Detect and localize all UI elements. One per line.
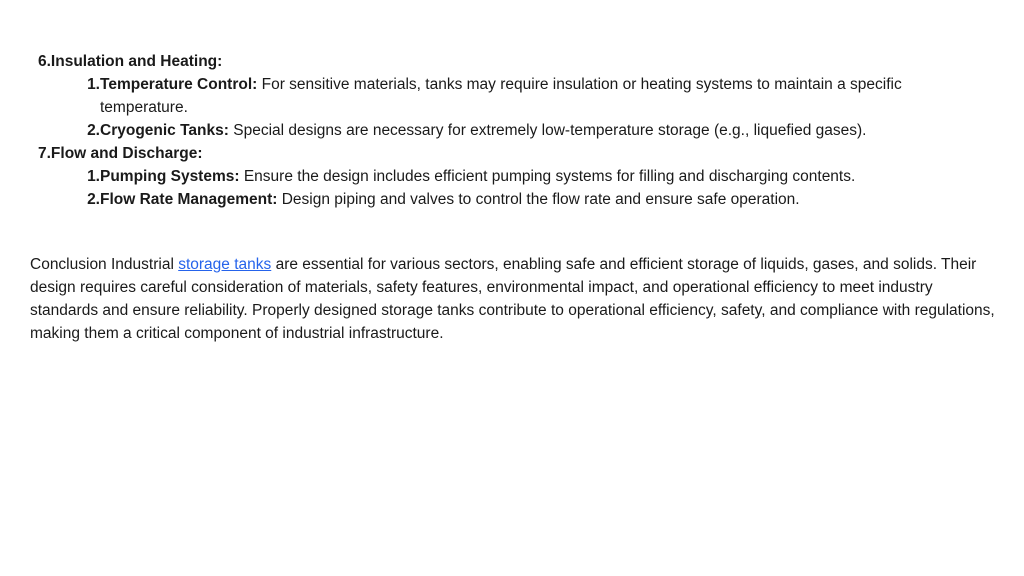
conclusion-text: are essential for various sectors, enabling safe and efficient storage of liquids, gases, and solids. Their design requires careful consideration of materials, safety features, environmental impact, and operational efficiency to meet industry standards and ensure reliability. Properly designed storage tanks contribute to operational efficiency, safety, and compliance with regulations, making them a critical component of industrial infrastructure. bbox=[30, 256, 995, 342]
list-item-body bbox=[100, 165, 980, 188]
conclusion-prefix: Conclusion Industrial bbox=[30, 256, 174, 273]
item-term: Temperature Control: bbox=[100, 76, 258, 93]
conclusion-paragraph bbox=[30, 253, 995, 345]
storage-tanks-link[interactable]: storage tanks bbox=[178, 256, 272, 273]
section-heading: 6.Insulation and Heating: bbox=[38, 53, 223, 70]
item-text: Design piping and valves to control the flow rate and ensure safe operation. bbox=[281, 191, 800, 208]
item-text: Ensure the design includes efficient pumping systems for filling and discharging contents. bbox=[243, 168, 856, 185]
item-text: For sensitive materials, tanks may require insulation or heating systems to maintain a specific temperature. bbox=[100, 76, 902, 116]
item-term: Flow Rate Management: bbox=[100, 191, 278, 208]
item-text: Special designs are necessary for extremely low-temperature storage (e.g., liquefied gases). bbox=[233, 122, 867, 139]
item-term: Cryogenic Tanks: bbox=[100, 122, 229, 139]
list-number: 1. bbox=[87, 168, 100, 185]
list-number: 1. bbox=[87, 76, 100, 93]
list-number: 2. bbox=[87, 122, 100, 139]
list-item-body bbox=[100, 119, 980, 142]
list-item-body bbox=[100, 73, 980, 119]
item-term: Pumping Systems: bbox=[100, 168, 240, 185]
section-heading: 7.Flow and Discharge: bbox=[38, 145, 203, 162]
list-item-body bbox=[100, 188, 980, 211]
list-number: 2. bbox=[87, 191, 100, 208]
